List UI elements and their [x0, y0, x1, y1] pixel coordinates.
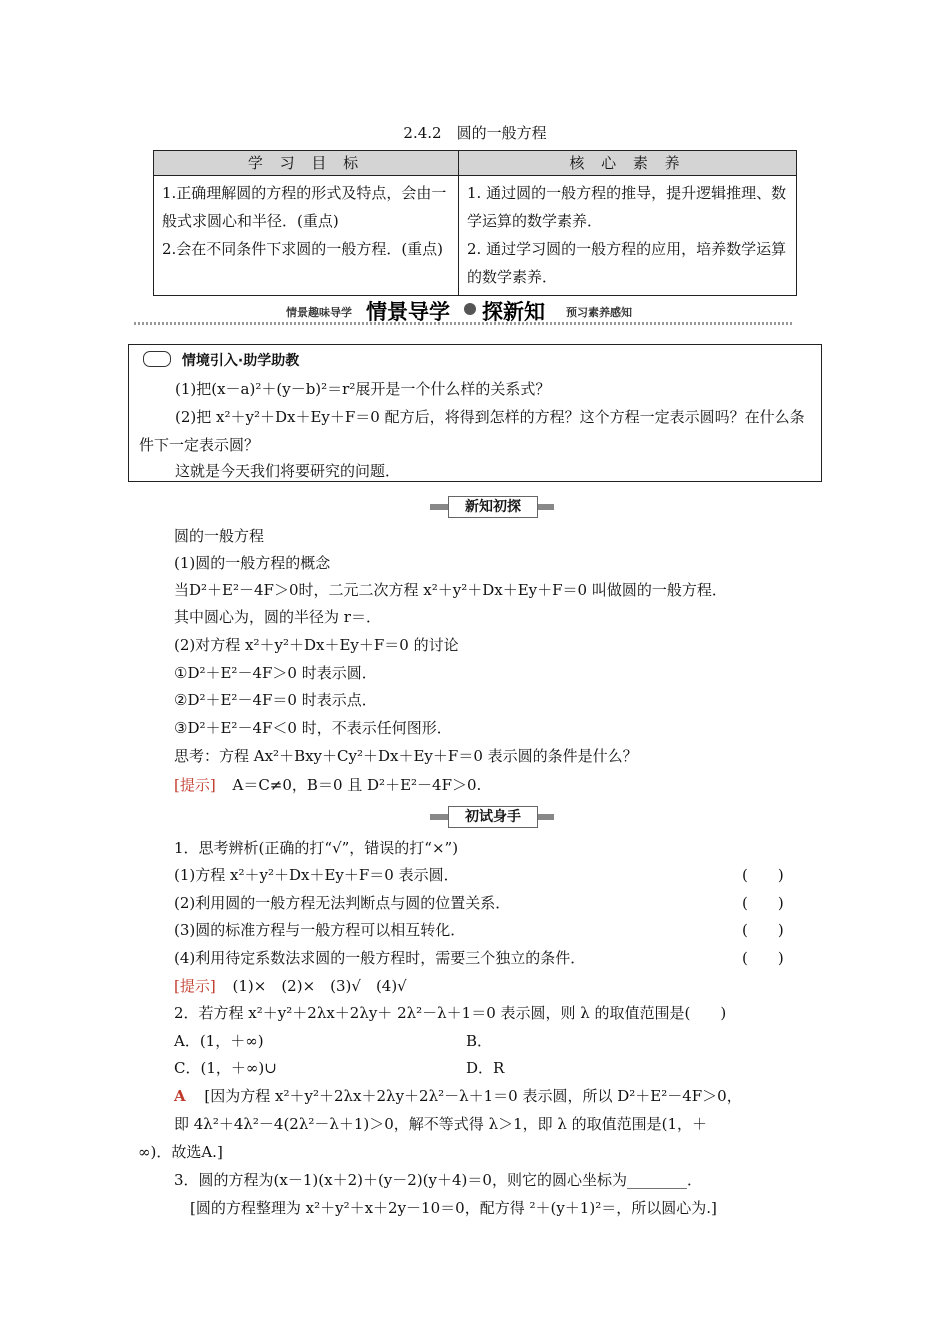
- header-competency: 核 心 素 养: [459, 151, 797, 176]
- section-tag-label: 初试身手: [448, 806, 538, 828]
- answer-letter: A: [174, 1087, 186, 1105]
- judge-item-1: (1)方程 x²＋y²＋Dx＋Ey＋F＝0 表示圆．: [174, 866, 459, 884]
- hint-text: A＝C≠0，B＝0 且 D²＋E²－4F＞0.: [232, 776, 482, 794]
- goals-cell: [154, 176, 459, 296]
- banner-left-label: 情景趣味导学: [286, 306, 352, 319]
- cloud-icon: [143, 351, 171, 367]
- intro-heading: 情境引入·助学助教: [181, 353, 300, 369]
- question-3: 3．圆的方程为(x－1)(x＋2)＋(y－2)(y＋4)＝0，则它的圆心坐标为________．: [174, 1171, 702, 1189]
- goal-item: 1.正确理解圆的方程的形式及特点，会由一般式求圆心和半径．(重点): [162, 184, 447, 230]
- answer-line-2: 即 4λ²＋4λ²－4(2λ²－λ＋1)＞0，解不等式得 λ＞1，即 λ 的取值范围是(1，＋: [174, 1115, 708, 1133]
- judge-item-2: (2)利用圆的一般方程无法判断点与圆的位置关系．: [174, 894, 511, 912]
- arrow-bullet-icon: [464, 303, 476, 315]
- page-title: 2.4.2 圆的一般方程: [403, 124, 547, 142]
- header-goals: 学 习 目 标: [154, 151, 459, 176]
- banner-title-2: 探新知: [482, 300, 545, 324]
- judge-item-4: (4)利用待定系数法求圆的一般方程时，需要三个独立的条件．: [174, 949, 586, 967]
- option-a: A．(1，＋∞): [174, 1032, 264, 1050]
- banner-dotted-line: [134, 322, 794, 325]
- competency-item: 1. 通过圆的一般方程的推导，提升逻辑推理、数学运算的数学素养．: [467, 184, 787, 230]
- goal-item: 2.会在不同条件下求圆的一般方程．(重点): [162, 240, 444, 258]
- line-concept: (1)圆的一般方程的概念: [174, 554, 331, 572]
- section-tag-new: [430, 498, 554, 516]
- hint-label: [提示]: [174, 977, 216, 995]
- hint-text: (1)× (2)× (3)√ (4)√: [232, 977, 407, 995]
- judge-item-3: (3)圆的标准方程与一般方程可以相互转化．: [174, 921, 466, 939]
- banner-title-1: 情景导学: [366, 300, 450, 324]
- hint-label: [提示]: [174, 776, 216, 794]
- intro-q1: (1)把(x－a)²＋(y－b)²＝r²展开是一个什么样的关系式？: [175, 380, 551, 398]
- question-2: 2．若方程 x²＋y²＋2λx＋2λy＋ 2λ²－λ＋1＝0 表示圆，则 λ 的取值范围是( ): [174, 1004, 727, 1022]
- hint-line: [174, 773, 481, 797]
- option-d: D．R: [466, 1059, 505, 1077]
- answer-line-4: [圆的方程整理为 x²＋y²＋x＋2y－10＝0，配方得 ²＋(y＋1)²＝，所以圆心为.]: [190, 1199, 717, 1217]
- option-b: B．: [466, 1032, 493, 1050]
- answer-paren: ( ): [742, 894, 784, 912]
- answer-text-1: [因为方程 x²＋y²＋2λx＋2λy＋2λ²－λ＋1＝0 表示圆，所以 D²＋E²－4F＞0，: [204, 1087, 742, 1105]
- answer-paren: ( ): [742, 921, 784, 939]
- banner-right-label: 预习素养感知: [566, 306, 632, 319]
- line-think: 思考：方程 Ax²＋Bxy＋Cy²＋Dx＋Ey＋F＝0 表示圆的条件是什么？: [174, 747, 638, 765]
- line-discussion: (2)对方程 x²＋y²＋Dx＋Ey＋F＝0 的讨论: [174, 636, 459, 654]
- line-case-2: ②D²＋E²－4F＝0 时表示点．: [174, 691, 377, 709]
- line-center-radius: 其中圆心为，圆的半径为 r＝．: [174, 608, 381, 626]
- intro-close: 这就是今天我们将要研究的问题．: [175, 462, 401, 480]
- intro-box: [128, 344, 822, 482]
- intro-q2: (2)把 x²＋y²＋Dx＋Ey＋F＝0 配方后，将得到怎样的方程？这个方程一定表示圆吗？在什么条件下一定表示圆？: [139, 408, 805, 454]
- section-banner: [134, 296, 794, 332]
- line-definition: 当D²＋E²－4F＞0时，二元二次方程 x²＋y²＋Dx＋Ey＋F＝0 叫做圆的一般方程．: [174, 581, 727, 599]
- line-case-3: ③D²＋E²－4F＜0 时，不表示任何图形．: [174, 719, 452, 737]
- competency-item: 2. 通过学习圆的一般方程的应用，培养数学运算的数学素养．: [467, 240, 787, 286]
- answer-paren: ( ): [742, 949, 784, 967]
- competency-cell: [459, 176, 797, 296]
- option-c: C．(1，＋∞)∪: [174, 1059, 277, 1077]
- answer-line-1: [174, 1084, 742, 1108]
- section-tag-try: [430, 808, 554, 826]
- answer-paren: ( ): [742, 866, 784, 884]
- question-1: 1．思考辨析(正确的打“√”，错误的打“×”): [174, 839, 459, 857]
- objectives-table: [153, 150, 797, 296]
- answer-line-3: ∞)．故选A.]: [138, 1143, 223, 1161]
- line-general-equation: 圆的一般方程: [174, 527, 265, 545]
- section-tag-label: 新知初探: [448, 496, 538, 518]
- line-case-1: ①D²＋E²－4F＞0 时表示圆．: [174, 664, 377, 682]
- hint-line-2: [174, 974, 407, 998]
